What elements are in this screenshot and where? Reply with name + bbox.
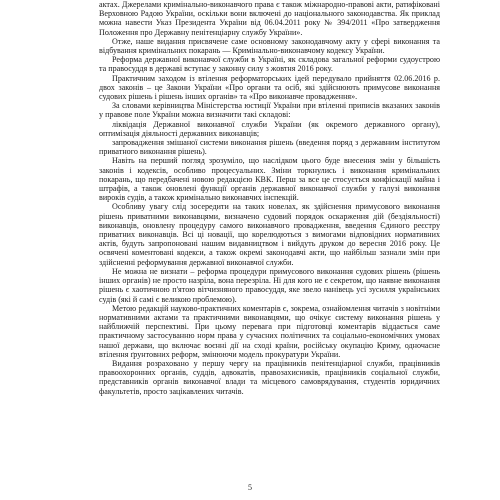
page-number: 5 [248,482,252,492]
paragraph-9: Особливу увагу слід зосередити на таких новелах, як здійснення примусового виконання рішень приватними виконавцями, визначено судовий порядок оскарження дій (бездіяльності) виконавців, оновлену процедуру самого виконавчого провадження, введення Єдиного реєстру приватних виконавців. Всі ці новації, що корелюдються з вимогами відповідних нормативних актів, будуть запропоновані нашим видавництвом і вийдуть друком до вересня 2016 року. Це освячені коментовані кодекси, а також окремі законодавчі акти, що найбільш зазнали змін при здійсненні реформування державної виконавчої служби. [99,202,440,267]
paragraph-6: ліквідація Державної виконавчої служби України (як окремого державного органу), оптимізація діяльності державних виконавців; [99,119,440,138]
paragraph-5: За словами керівництва Міністерства юстиції України при втіленні приписів вказаних законів у правове поле України можна визначити такі складові: [99,101,440,120]
paragraph-7: запровадження змішаної системи виконання рішень (введення поряд з державним інститутом приватного виконання рішень). [99,138,440,157]
paragraph-2: Отже, наше видання присвячене саме основному законодавчому акту у сфері виконання та відбування кримінальних покарань — Кримінально-виконавчому кодексу України. [99,36,440,56]
paragraph-10: Не можна не визнати – реформа процедури примусового виконання судових рішень (рішень інших органів) не просто назріла, вона перезріла. Ні для кого не є секретом, що наявне виконання рішень є хаотичною п'ятою вітчизняного правосуддя, яке звело нанівець усі зусилля українських судів (які й самі є великою проблемою). [99,266,440,304]
paragraph-3: Реформа державної виконавчої служби в Україні, як складова загальної реформи судоустрою та правосуддя в державі вступає у законну силу з жовтня 2016 року. [99,55,440,74]
paragraph-8: Навіть на перший погляд зрозуміло, що наслідком цього буде внесення змін у більшість законів і кодексів, особливо процесуальних. Зміни торкнулись і виконання кримінальних покарань, що передбачені новою редакцією КВК. Перш за все це стосується конфіскації майна і штрафів, а також оновлені функції органів державної виконавчої служби у галузі виконання вироків судів, а також кримінально виконавчих інспекцій. [99,156,440,203]
paragraph-1: актах. Джерелами кримінально-виконавчого права є також міжнародно-правові акти, ратифіковані Верховною Радою України, оскільки вони включені до національного законодавства. Як приклад можна навести Указ Президента України від 06.04.2011 року № 394/2011 «Про затвердження Положення про Державну пенітенціарну службу України». [99,0,440,37]
paragraph-12: Видання розраховано у першу чергу на працівників пенітенціарної служби, працівників правоохоронних органів, суддів, адвокатів, правозахисників, працівників соціальної служби, представників органів виконавчої влади та місцевого самоврядування, студентів юридичних факультетів, просто зацікавлених читачів. [99,358,440,396]
paragraph-4: Практичним заходом із втілення реформаторських ідей передувало прийняття 02.06.2016 р. двох законів – це Закони України «Про органи та осіб, які здійснюють примусове виконання судових рішень і рішень інших органів» та «Про виконавче провадження». [99,73,440,102]
paragraph-11: Метою редакцій науково-практичних коментарів є, зокрема, ознайомлення читачів з новітніми нормативними актами та практичними виконавцями, що очікує систему виконання рішень у найближчій перспективі. При цьому перевага при підготовці коментарів віддається саме практичному застосуванню норм права у сучасних політичних та соціально-економічних умовах нашої держави, що включає воєнні дії на сході країни, російську окупацію Криму, одночасне втілення ґрунтовних реформ, змінюючи модель прокуратури України. [99,303,440,359]
